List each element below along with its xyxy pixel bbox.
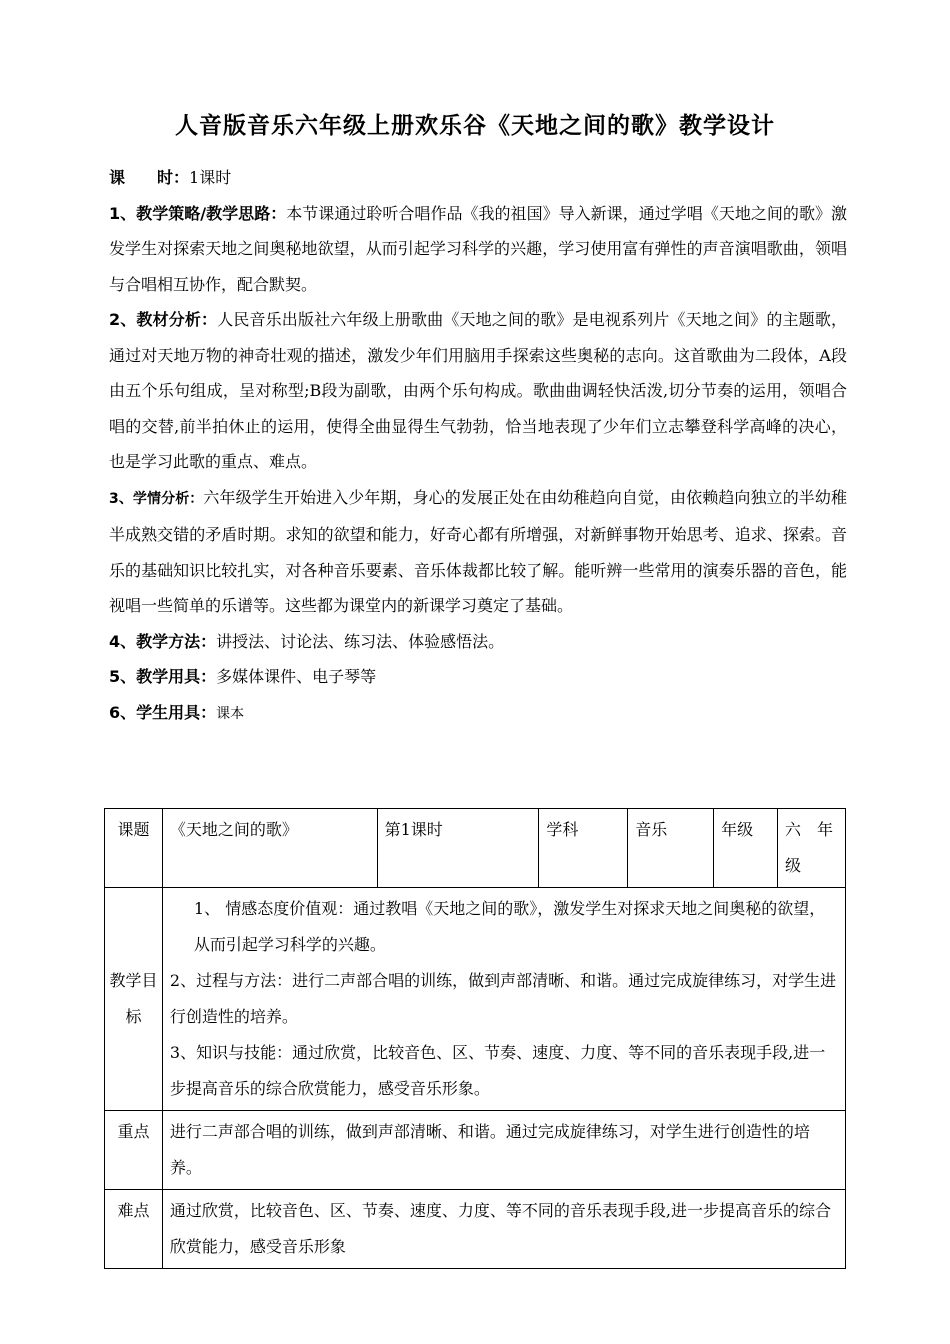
goals-label: 教学目标 <box>105 888 163 1111</box>
page-title: 人音版音乐六年级上册欢乐谷《天地之间的歌》教学设计 <box>175 113 775 139</box>
lesson-table <box>104 808 846 1269</box>
key-point-label: 重点 <box>105 1111 163 1190</box>
section-strategy <box>109 196 847 303</box>
section-methods <box>109 624 847 660</box>
lesson-time-label: 课 时： <box>109 168 190 187</box>
goal-item: 3、知识与技能：通过欣赏，比较音色、区、节奏、速度、力度、等不同的音乐表现手段,进一步提高音乐的综合欣赏能力，感受音乐形象。 <box>169 1043 826 1098</box>
subject-value: 音乐 <box>628 809 714 888</box>
section-label: 4、教学方法： <box>109 631 217 651</box>
goals-cell <box>162 888 845 1111</box>
section-label: 3、学情分析： <box>109 490 204 507</box>
lesson-time <box>109 160 847 196</box>
goal-item: 2、过程与方法：进行二声部合唱的训练，做到声部清晰、和谐。通过完成旋律练习，对学生进行创造性的培养。 <box>169 971 837 1026</box>
difficulty-label: 难点 <box>105 1190 163 1269</box>
section-text: 多媒体课件、电子琴等 <box>216 667 377 686</box>
document-body <box>109 160 847 732</box>
section-material-analysis <box>109 302 847 480</box>
period-value: 第1课时 <box>377 809 539 888</box>
topic-value: 《天地之间的歌》 <box>162 809 377 888</box>
section-label: 2、教材分析： <box>109 310 218 329</box>
goal-item: 1、 情感态度价值观：通过教唱《天地之间的歌》，激发学生对探求天地之间奥秘的欲望，从而引起学习科学的兴趣。 <box>193 899 826 954</box>
section-teaching-tools <box>109 659 847 695</box>
difficulty-row <box>105 1190 846 1269</box>
topic-label: 课题 <box>105 809 163 888</box>
section-student-analysis <box>109 480 847 624</box>
section-text: 课本 <box>216 705 245 722</box>
section-text: 本节课通过聆听合唱作品《我的祖国》导入新课，通过学唱《天地之间的歌》激发学生对探索天地之间奥秘地欲望，从而引起学习科学的兴趣，学习使用富有弹性的声音演唱歌曲，领唱与合唱相互协作，配合默契。 <box>109 203 847 294</box>
difficulty-text: 通过欣赏，比较音色、区、节奏、速度、力度、等不同的音乐表现手段,进一步提高音乐的综合欣赏能力，感受音乐形象 <box>162 1190 845 1269</box>
goals-row <box>105 888 846 1111</box>
section-label: 1、教学策略/教学思路： <box>109 203 287 223</box>
lesson-time-value: 1课时 <box>189 168 232 187</box>
section-text: 六年级学生开始进入少年期，身心的发展正处在由幼稚趋向自觉，由依赖趋向独立的半幼稚半成熟交错的矛盾时期。求知的欲望和能力，好奇心都有所增强，对新鲜事物开始思考、追求、探索。音乐的基础知识比较扎实，对各种音乐要素、音乐体裁都比较了解。能听辨一些常用的演奏乐器的音色，能视唱一些简单的乐谱等。这些都为课堂内的新课学习奠定了基础。 <box>109 487 847 615</box>
grade-value: 六 年级 <box>777 809 845 888</box>
section-text: 人民音乐出版社六年级上册歌曲《天地之间的歌》是电视系列片《天地之间》的主题歌，通过对天地万物的神奇壮观的描述，激发少年们用脑用手探索这些奥秘的志向。这首歌曲为二段体，A段由五个乐句组成，呈对称型;B段为副歌，由两个乐句构成。歌曲曲调轻快活泼,切分节奏的运用，领唱合唱的交替,前半拍休止的运用，使得全曲显得生气勃勃，恰当地表现了少年们立志攀登科学高峰的决心，也是学习此歌的重点、难点。 <box>109 310 847 471</box>
table-header-row <box>105 809 846 888</box>
key-point-row <box>105 1111 846 1190</box>
section-text: 讲授法、讨论法、练习法、体验感悟法。 <box>216 631 505 651</box>
subject-label: 学科 <box>539 809 628 888</box>
section-label: 5、教学用具： <box>109 667 217 686</box>
section-label: 6、学生用具： <box>109 702 217 722</box>
section-student-tools <box>109 695 847 733</box>
key-point-text: 进行二声部合唱的训练，做到声部清晰、和谐。通过完成旋律练习，对学生进行创造性的培养。 <box>162 1111 845 1190</box>
grade-label: 年级 <box>714 809 778 888</box>
